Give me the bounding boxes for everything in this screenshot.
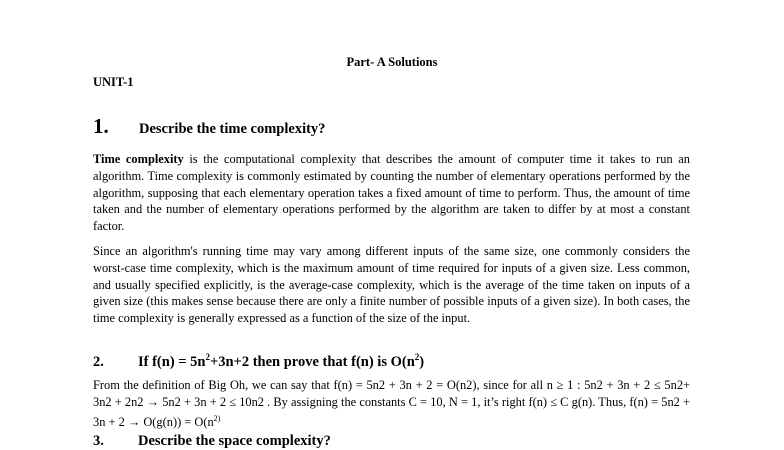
question-2-text-a: If f(n) = 5n (138, 353, 206, 370)
question-1-text: Describe the time complexity? (139, 121, 326, 137)
question-3-text: Describe the space complexity? (138, 433, 331, 449)
question-1-answer-paragraph-1 (93, 151, 690, 235)
question-3-number: 3. (93, 433, 104, 449)
time-complexity-term: Time complexity (93, 152, 184, 166)
document-title: Part- A Solutions (346, 55, 438, 69)
question-2-answer-sup: 2) (213, 413, 221, 423)
unit-label: UNIT-1 (93, 75, 134, 89)
question-1-number: 1. (93, 114, 109, 138)
question-2-answer-text: From the definition of Big Oh, we can say that f(n) = 5n2 + 3n + 2 = O(n2), since for all n ≥ 1 : 5n2 + 3n + 2 ≤ 5n2+ 3n2 + 2n2 → 5n2 + 3n + 2 ≤ 10n2 . By assigning the constants C = 10, N = 1, it’s right f(n) ≤ C g(n). Thus, f(n) = 5n2 + 3n + 2 → O(g(n)) = O(n (93, 378, 690, 429)
question-2-text-b: +3n+2 then prove that f(n) is O(n (209, 353, 415, 370)
question-2-answer (93, 377, 690, 431)
question-3-heading (93, 433, 693, 450)
paragraph-1-body: is the computational complexity that describes the amount of computer time it takes to run an algorithm. Time complexity is commonly estimated by counting the number of elementary operations performed by the algorithm, supposing that each elementary operation takes a fixed amount of time to perform. Thus, the amount of time taken and the number of elementary operations performed by the algorithm are taken to differ by at most a constant factor. (93, 152, 690, 234)
question-2-sup-b: 2 (414, 352, 420, 362)
question-2-heading (93, 352, 693, 371)
question-2-text-c: ) (419, 353, 425, 370)
question-2-sup-a: 2 (205, 352, 210, 362)
question-1-answer-paragraph-2: Since an algorithm's running time may vary among different inputs of the same size, one commonly considers the worst-case time complexity, which is the maximum amount of time required for inputs of a given size. Less common, and usually specified explicitly, is the average-case complexity, which is the average of the time taken on inputs of a given size (this makes sense because there are only a finite number of possible inputs of a given size). In both cases, the time complexity is generally expressed as a function of the size of the input. (93, 244, 690, 326)
question-2-number: 2. (93, 353, 104, 370)
question-1-heading (93, 114, 693, 139)
